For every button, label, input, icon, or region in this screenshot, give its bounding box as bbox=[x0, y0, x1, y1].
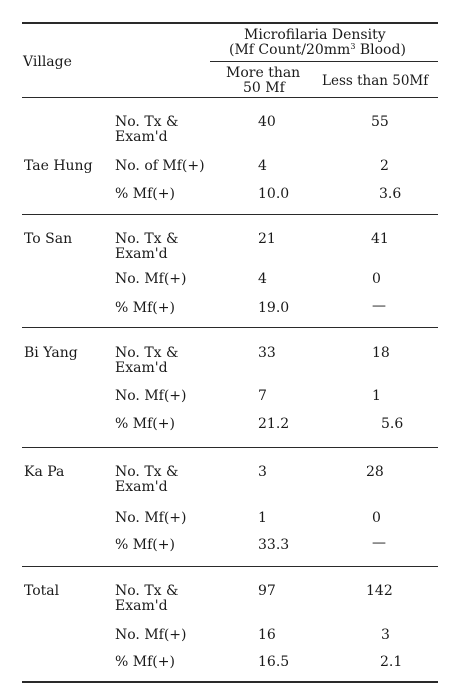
cell-more: 33.3 bbox=[258, 537, 290, 553]
village-name: Tae Hung bbox=[24, 158, 93, 174]
density-header-subtitle: (Mf Count/$20mm^3$ Blood) bbox=[229, 42, 406, 58]
cell-more: 33 bbox=[258, 345, 276, 361]
cell-more: 16 bbox=[258, 627, 276, 643]
cell-less: 2 bbox=[380, 158, 389, 174]
cell-less: 41 bbox=[371, 231, 389, 247]
cell-less: 0 bbox=[372, 510, 381, 526]
cell-more: 4 bbox=[258, 158, 267, 174]
cell-less: — bbox=[372, 298, 386, 314]
row-label: No. Mf(+) bbox=[115, 388, 187, 404]
cell-less: 18 bbox=[372, 345, 390, 361]
village-column-header: Village bbox=[23, 54, 72, 70]
row-label: No. Tx & bbox=[115, 464, 179, 480]
cell-less: 1 bbox=[372, 388, 381, 404]
group-divider bbox=[22, 214, 438, 215]
bottom-rule bbox=[22, 681, 438, 683]
row-label: No. Tx & bbox=[115, 345, 179, 361]
row-label-line2: Exam'd bbox=[115, 246, 168, 262]
row-label: % Mf(+) bbox=[115, 537, 175, 553]
cell-less: 3 bbox=[381, 627, 390, 643]
cell-more: 21.2 bbox=[258, 416, 290, 432]
cell-less: 55 bbox=[371, 114, 389, 130]
cell-more: 4 bbox=[258, 271, 267, 287]
cell-less: 28 bbox=[366, 464, 384, 480]
group-divider bbox=[22, 327, 438, 328]
header-subrule bbox=[210, 61, 438, 62]
group-divider bbox=[22, 566, 438, 567]
row-label: % Mf(+) bbox=[115, 654, 175, 670]
cell-more: 97 bbox=[258, 583, 276, 599]
cell-less: 0 bbox=[372, 271, 381, 287]
row-label: % Mf(+) bbox=[115, 186, 175, 202]
cell-less: — bbox=[372, 535, 386, 551]
row-label-line2: Exam'd bbox=[115, 129, 168, 145]
cell-less: 142 bbox=[366, 583, 393, 599]
header-rule bbox=[22, 97, 438, 98]
row-label-line2: Exam'd bbox=[115, 360, 168, 376]
more-than-50-header-line2: 50 Mf bbox=[243, 80, 285, 96]
row-label-line2: Exam'd bbox=[115, 598, 168, 614]
row-label: No. Mf(+) bbox=[115, 510, 187, 526]
row-label: % Mf(+) bbox=[115, 300, 175, 316]
cell-more: 16.5 bbox=[258, 654, 290, 670]
more-than-50-header: More than bbox=[226, 65, 301, 81]
row-label: No. Mf(+) bbox=[115, 627, 187, 643]
row-label: No. of Mf(+) bbox=[115, 158, 205, 174]
village-name: Ka Pa bbox=[24, 464, 65, 480]
cell-more: 1 bbox=[258, 510, 267, 526]
cell-more: 10.0 bbox=[258, 186, 290, 202]
row-label: No. Mf(+) bbox=[115, 271, 187, 287]
row-label: No. Tx & bbox=[115, 231, 179, 247]
cell-less: 3.6 bbox=[379, 186, 402, 202]
cell-more: 3 bbox=[258, 464, 267, 480]
less-than-50-header: Less than 50Mf bbox=[322, 73, 429, 89]
village-name: Total bbox=[24, 583, 60, 599]
cell-less: 5.6 bbox=[381, 416, 404, 432]
village-name: To San bbox=[24, 231, 73, 247]
group-divider bbox=[22, 447, 438, 448]
row-label-line2: Exam'd bbox=[115, 479, 168, 495]
village-name: Bi Yang bbox=[24, 345, 78, 361]
cell-more: 40 bbox=[258, 114, 276, 130]
cell-less: 2.1 bbox=[380, 654, 403, 670]
cell-more: 19.0 bbox=[258, 300, 290, 316]
row-label: No. Tx & bbox=[115, 583, 179, 599]
cell-more: 21 bbox=[258, 231, 276, 247]
density-header-title: Microfilaria Density bbox=[244, 27, 386, 43]
top-rule bbox=[22, 22, 438, 24]
cell-more: 7 bbox=[258, 388, 267, 404]
row-label: No. Tx & bbox=[115, 114, 179, 130]
row-label: % Mf(+) bbox=[115, 416, 175, 432]
